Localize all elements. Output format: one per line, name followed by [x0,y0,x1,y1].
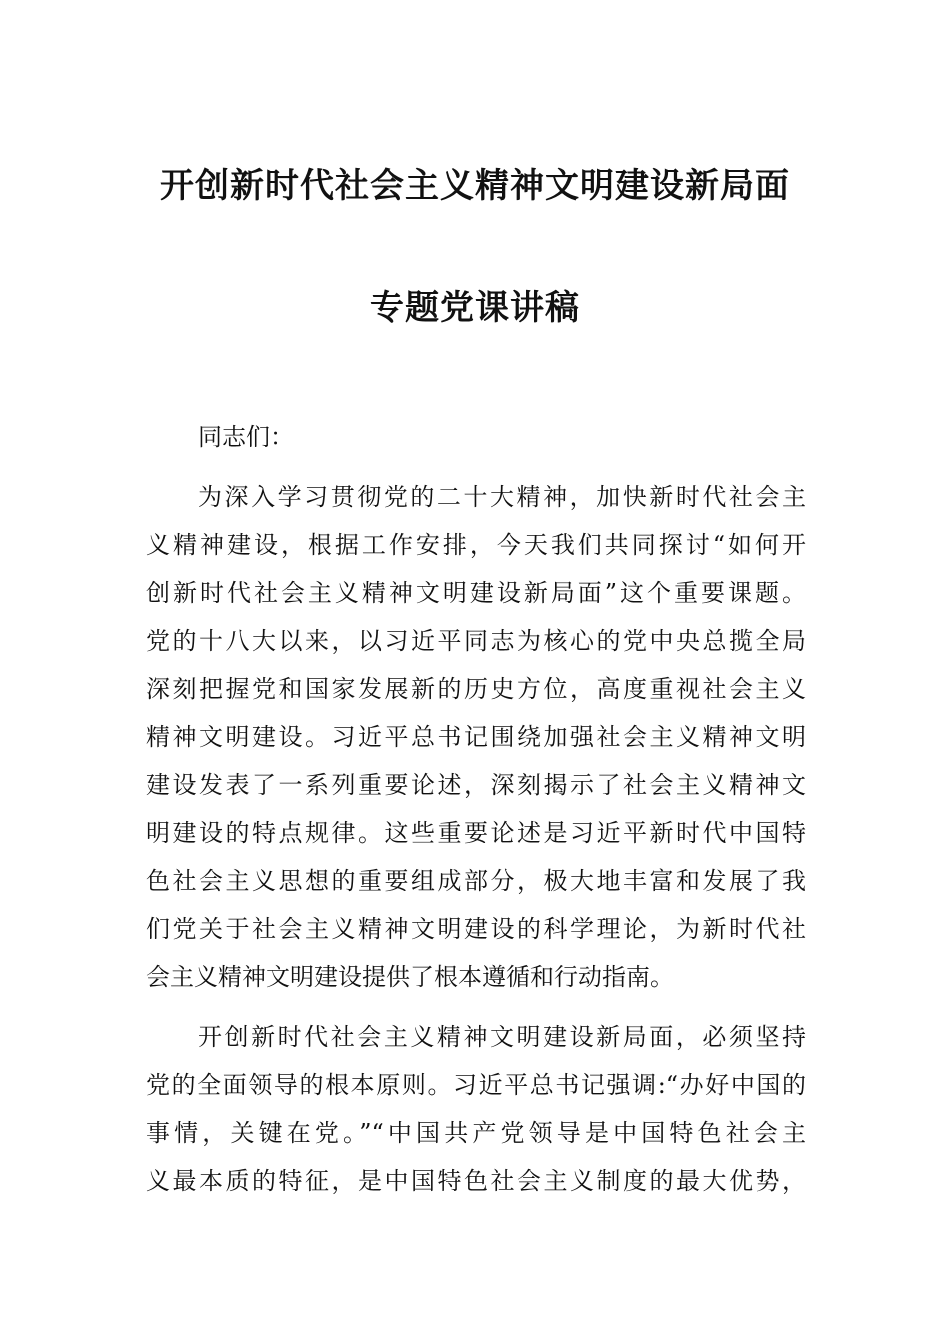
paragraph-2 [146,1013,806,1205]
text-line: 色社会主义思想的重要组成部分，极大地丰富和发展了我 [146,867,806,895]
text-line: 建设发表了一系列重要论述，深刻揭示了社会主义精神文 [146,771,806,799]
text-line: 义精神建设，根据工作安排，今天我们共同探讨“如何开 [146,531,806,559]
text-line: 党的全面领导的根本原则。习近平总书记强调:“办好中国的 [146,1071,806,1099]
document-body [146,413,806,1205]
text-line: 明建设的特点规律。这些重要论述是习近平新时代中国特 [146,819,806,847]
text-line: 为深入学习贯彻党的二十大精神，加快新时代社会主 [198,483,806,511]
text-line: 创新时代社会主义精神文明建设新局面”这个重要课题。 [146,579,806,607]
text-line: 党的十八大以来，以习近平同志为核心的党中央总揽全局 [146,627,806,655]
text-line: 事情，关键在党。”“中国共产党领导是中国特色社会主 [146,1119,806,1147]
text-line: 深刻把握党和国家发展新的历史方位，高度重视社会主义 [146,675,806,703]
text-line: 精神文明建设。习近平总书记围绕加强社会主义精神文明 [146,723,806,751]
paragraph-1 [146,473,806,1001]
document-title-line-1: 开创新时代社会主义精神文明建设新局面 [160,166,790,206]
document-title-line-2: 专题党课讲稿 [370,288,580,328]
text-line: 开创新时代社会主义精神文明建设新局面，必须坚持 [198,1023,806,1051]
salutation: 同志们： [198,423,294,451]
text-line: 们党关于社会主义精神文明建设的科学理论，为新时代社 [146,915,806,943]
text-line: 会主义精神文明建设提供了根本遵循和行动指南。 [146,963,674,991]
text-line: 义最本质的特征，是中国特色社会主义制度的最大优势， [146,1167,806,1195]
